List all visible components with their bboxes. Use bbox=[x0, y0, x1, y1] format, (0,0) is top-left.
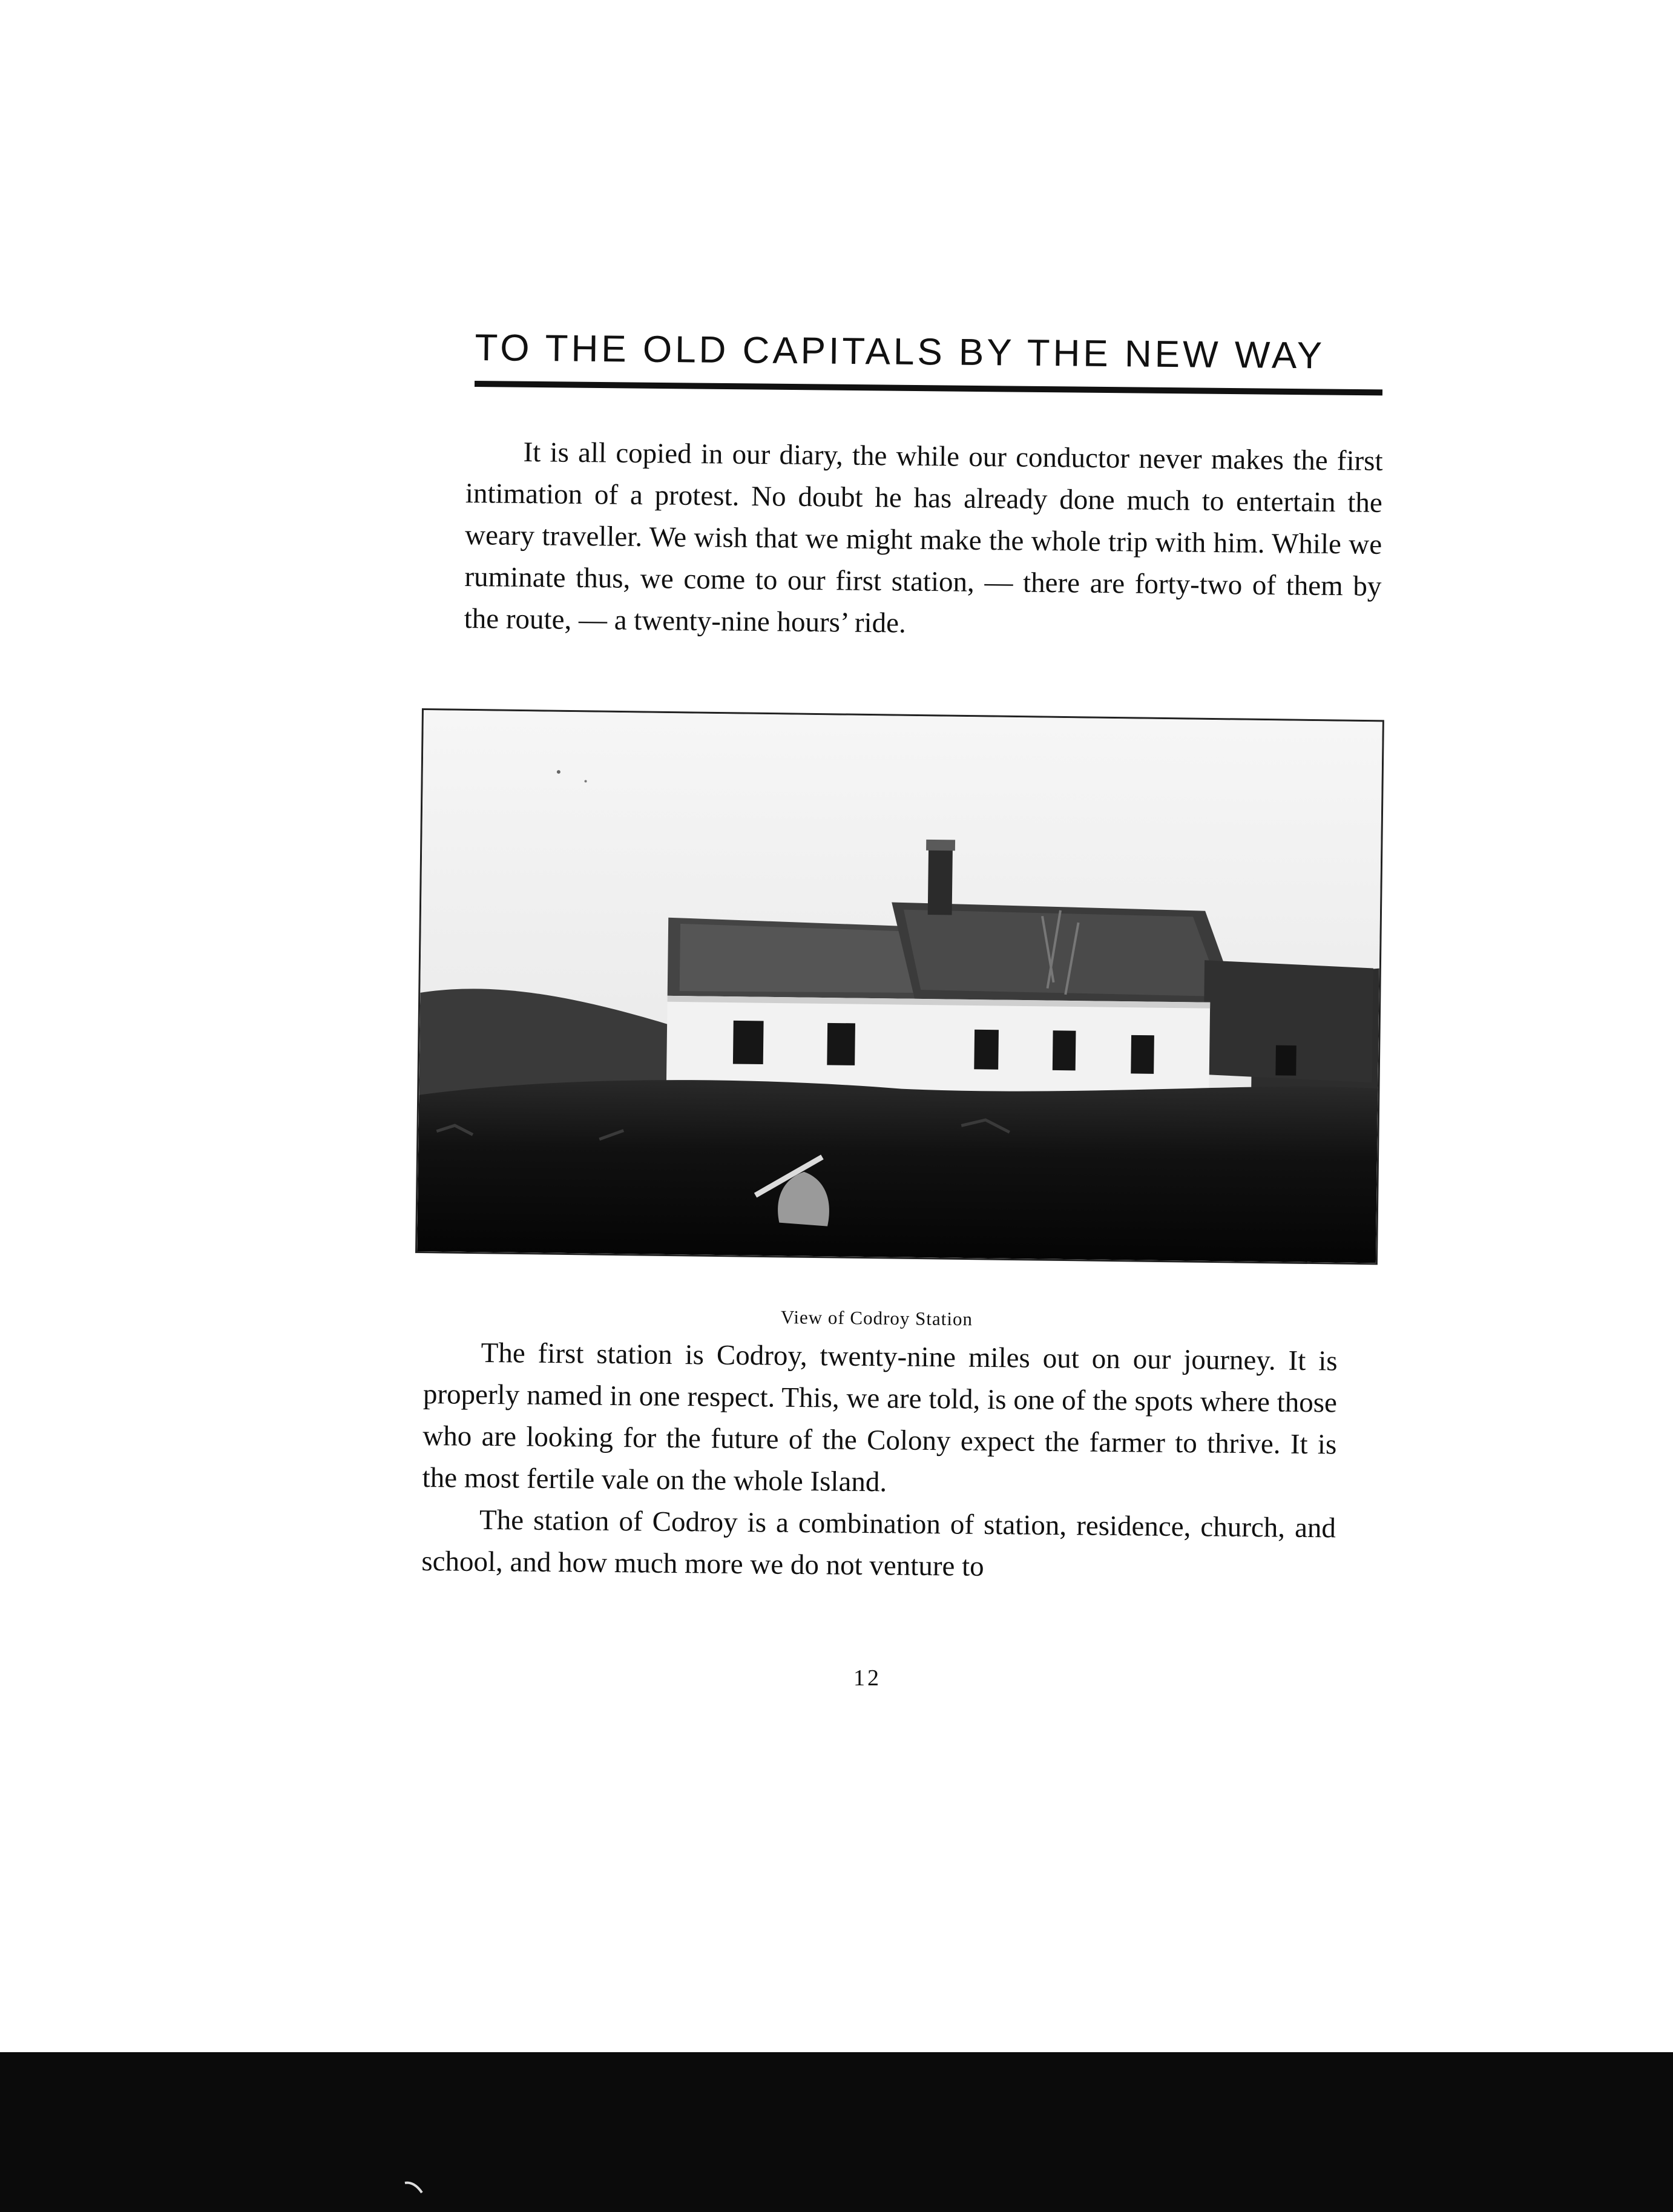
scan-bottom-edge bbox=[0, 2052, 1673, 2212]
paragraph-bottom-1: The first station is Codroy, twenty-nine miles out on our journey. It is properly named in one respect. This, we are told, is one of the spots where those who are looking for the future of the Colony expect the farmer to thrive. It is the most fertile vale on the whole Island. bbox=[422, 1337, 1338, 1498]
figure-caption: View of Codroy Station bbox=[780, 1306, 973, 1330]
running-title: TO THE OLD CAPITALS BY THE NEW WAY bbox=[475, 326, 1326, 377]
page-number: 12 bbox=[853, 1665, 881, 1691]
top-text-block bbox=[464, 431, 1383, 650]
photo-illustration bbox=[417, 710, 1382, 1263]
page-header bbox=[475, 324, 1383, 395]
paragraph-bottom-2: The station of Codroy is a combination of station, residence, church, and school, and how much more we do not venture to bbox=[421, 1504, 1336, 1582]
bottom-text-block bbox=[421, 1332, 1338, 1591]
title-rule bbox=[475, 381, 1382, 395]
scan-artifact-mark bbox=[403, 2179, 427, 2196]
paragraph-top-1: It is all copied in our diary, the while our conductor never makes the first intimation of a protest. No doubt he has already done much to entertain the weary traveller. We wish that we might make the whole trip with him. While we ruminate thus, we come to our first station, — there are forty-two of them by the route, — a twenty-nine hours’ ride. bbox=[464, 436, 1383, 639]
photograph-codroy-station bbox=[415, 708, 1384, 1265]
